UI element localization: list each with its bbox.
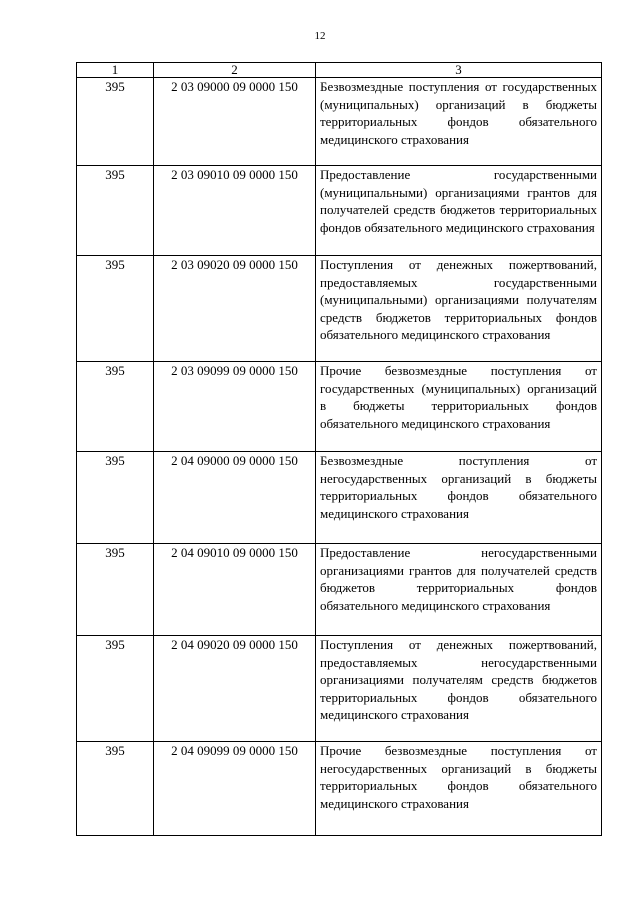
revenue-codes-table	[76, 62, 602, 836]
admin-code-cell: 395	[77, 636, 154, 742]
table-row	[77, 166, 602, 256]
budget-code-cell: 2 03 09000 09 0000 150	[154, 78, 316, 166]
budget-code-cell: 2 03 09020 09 0000 150	[154, 256, 316, 362]
table-row	[77, 452, 602, 544]
revenue-name-cell: Прочие безвозмездные поступления от негосударственных организаций в бюджеты территориальных фондов обязательного медицинского страхования	[316, 742, 602, 836]
revenue-name-cell: Безвозмездные поступления от государственных (муниципальных) организаций в бюджеты территориальных фондов обязательного медицинского страхования	[316, 78, 602, 166]
budget-code-cell: 2 03 09099 09 0000 150	[154, 362, 316, 452]
budget-code-cell: 2 04 09010 09 0000 150	[154, 544, 316, 636]
admin-code-cell: 395	[77, 544, 154, 636]
page-number: 12	[314, 30, 326, 42]
admin-code-cell: 395	[77, 78, 154, 166]
admin-code-cell: 395	[77, 166, 154, 256]
admin-code-cell: 395	[77, 452, 154, 544]
budget-code-cell: 2 04 09020 09 0000 150	[154, 636, 316, 742]
revenue-name-cell: Предоставление негосударственными организациями грантов для получателей средств бюджетов территориальных фондов обязательного медицинского страхования	[316, 544, 602, 636]
table-row	[77, 256, 602, 362]
table-row	[77, 742, 602, 836]
table-row	[77, 78, 602, 166]
header-col-1: 1	[77, 63, 154, 78]
revenue-name-cell: Поступления от денежных пожертвований, предоставляемых государственными (муниципальными) организациями получателям средств бюджетов территориальных фондов обязательного медицинского страхования	[316, 256, 602, 362]
admin-code-cell: 395	[77, 256, 154, 362]
revenue-name-cell: Предоставление государственными (муниципальными) организациями грантов для получателей средств бюджетов территориальных фондов обязательного медицинского страхования	[316, 166, 602, 256]
revenue-name-cell: Прочие безвозмездные поступления от государственных (муниципальных) организаций в бюджеты территориальных фондов обязательного медицинского страхования	[316, 362, 602, 452]
table-row	[77, 636, 602, 742]
table-row	[77, 544, 602, 636]
admin-code-cell: 395	[77, 742, 154, 836]
header-col-3: 3	[316, 63, 602, 78]
budget-code-cell: 2 03 09010 09 0000 150	[154, 166, 316, 256]
header-col-2: 2	[154, 63, 316, 78]
table-row	[77, 362, 602, 452]
budget-code-cell: 2 04 09099 09 0000 150	[154, 742, 316, 836]
revenue-name-cell: Поступления от денежных пожертвований, предоставляемых негосударственными организациями получателям средств бюджетов территориальных фондов обязательного медицинского страхования	[316, 636, 602, 742]
admin-code-cell: 395	[77, 362, 154, 452]
revenue-name-cell: Безвозмездные поступления от негосударственных организаций в бюджеты территориальных фондов обязательного медицинского страхования	[316, 452, 602, 544]
table-header-row	[77, 63, 602, 78]
budget-code-cell: 2 04 09000 09 0000 150	[154, 452, 316, 544]
